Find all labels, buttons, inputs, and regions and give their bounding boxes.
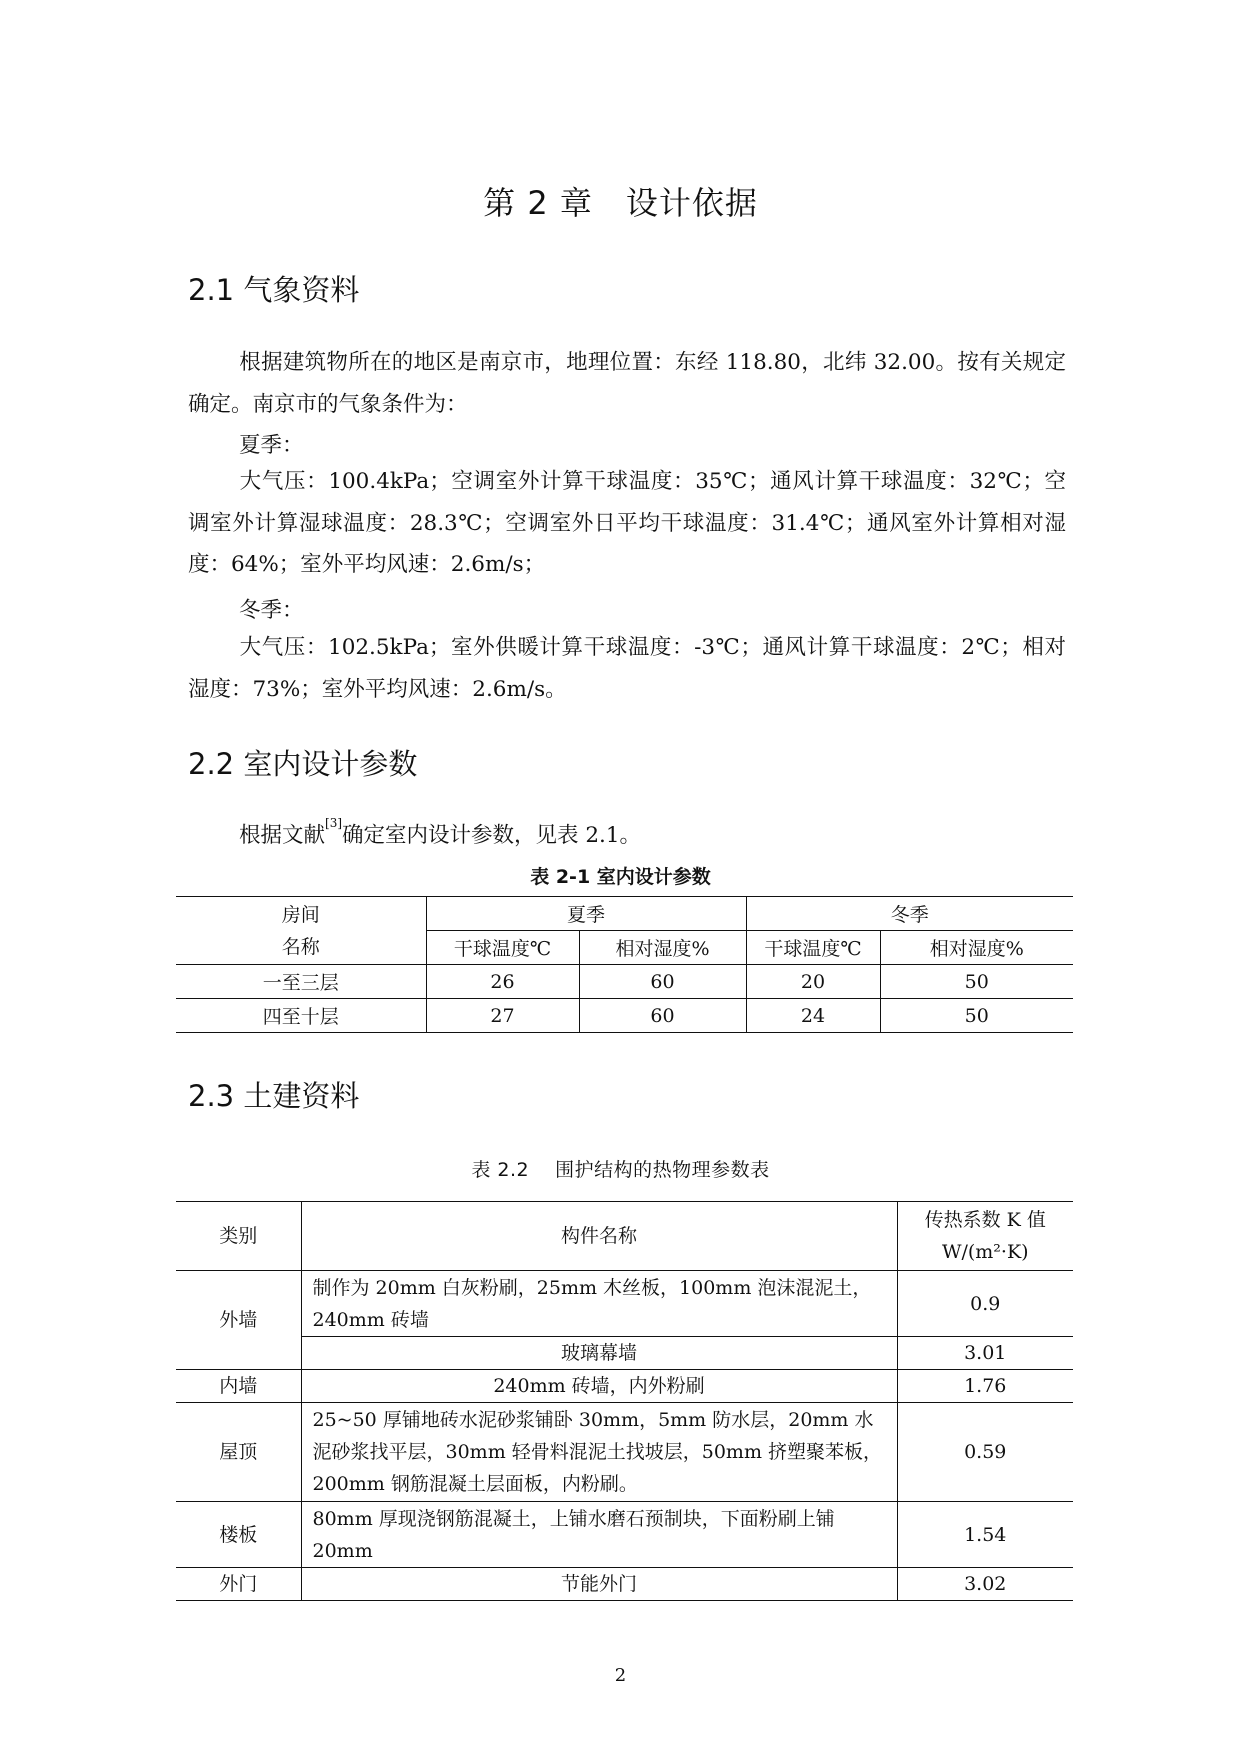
- weather-intro-text: 根据建筑物所在的地区是南京市，地理位置：东经 118.80，北纬 32.00。按有关规定确定。南京市的气象条件为：: [188, 350, 1066, 417]
- cell-k-value: 3.02: [897, 1568, 1073, 1601]
- cell-category: 楼板: [176, 1502, 301, 1568]
- cell-k-value: 1.54: [897, 1502, 1073, 1568]
- header-winter: 冬季: [746, 897, 1073, 931]
- cell-category: 内墙: [176, 1370, 301, 1403]
- cell-summer-rh: 60: [579, 999, 746, 1033]
- winter-text: 大气压：102.5kPa；室外供暖计算干球温度：-3℃；通风计算干球温度：2℃；相对湿度：73%；室外平均风速：2.6m/s。: [188, 635, 1066, 702]
- header-summer-rh: 相对湿度%: [579, 931, 746, 965]
- cell-component: 节能外门: [301, 1568, 897, 1601]
- indoor-params-text-before: 根据文献: [239, 823, 326, 848]
- indoor-params-paragraph: [239, 818, 641, 849]
- header-component: 构件名称: [301, 1202, 897, 1271]
- header-summer-dry: 干球温度℃: [426, 931, 579, 965]
- header-k-value: 传热系数 K 值 W/(m²·K): [897, 1202, 1073, 1271]
- cell-category: 屋顶: [176, 1403, 301, 1502]
- table-row: [176, 1337, 1073, 1370]
- table-row: [176, 1271, 1073, 1337]
- header-summer: 夏季: [426, 897, 746, 931]
- cell-category: 外墙: [176, 1271, 301, 1370]
- cell-category: 外门: [176, 1568, 301, 1601]
- cell-component: 玻璃幕墙: [301, 1337, 897, 1370]
- cell-summer-dry: 26: [426, 965, 579, 999]
- section-heading-2-2: 2.2 室内设计参数: [188, 747, 418, 781]
- table-row: [176, 1403, 1073, 1502]
- cell-room-name: 四至十层: [176, 999, 426, 1033]
- chapter-title: 第 2 章 设计依据: [483, 184, 758, 222]
- cell-k-value: 3.01: [897, 1337, 1073, 1370]
- section-heading-2-1: 2.1 气象资料: [188, 273, 360, 307]
- cell-room-name: 一至三层: [176, 965, 426, 999]
- summer-text: 大气压：100.4kPa；空调室外计算干球温度：35℃；通风计算干球温度：32℃；空调室外计算湿球温度：28.3℃；空调室外日平均干球温度：31.4℃；通风室外计算相对湿度：64%；室外平均风速：2.6m/s；: [188, 469, 1066, 577]
- cell-k-value: 0.9: [897, 1271, 1073, 1337]
- weather-intro-paragraph: [188, 342, 1066, 425]
- cell-winter-dry: 24: [746, 999, 880, 1033]
- indoor-params-text-after: 确定室内设计参数，见表 2.1。: [342, 823, 642, 848]
- envelope-thermal-params-table: [176, 1201, 1073, 1601]
- header-category: 类别: [176, 1202, 301, 1271]
- cell-component: 制作为 20mm 白灰粉刷，25mm 木丝板，100mm 泡沫混泥土，240mm 砖墙: [301, 1271, 897, 1337]
- table-2-caption: 表 2.2 围护结构的热物理参数表: [471, 1159, 770, 1181]
- cell-component: 80mm 厚现浇钢筋混凝土，上铺水磨石预制块，下面粉刷上铺 20mm: [301, 1502, 897, 1568]
- indoor-design-params-table: [176, 896, 1073, 1033]
- table-row: [176, 965, 1073, 999]
- citation-ref: [3]: [325, 816, 343, 830]
- section-heading-2-3: 2.3 土建资料: [188, 1079, 360, 1113]
- header-winter-rh: 相对湿度%: [880, 931, 1073, 965]
- cell-k-value: 0.59: [897, 1403, 1073, 1502]
- summer-paragraph: [188, 461, 1066, 586]
- page-number: 2: [614, 1665, 627, 1686]
- winter-paragraph: [188, 627, 1066, 710]
- header-room-name: 房间 名称: [176, 897, 426, 965]
- table-row: [176, 1370, 1073, 1403]
- cell-winter-rh: 50: [880, 965, 1073, 999]
- cell-winter-rh: 50: [880, 999, 1073, 1033]
- header-winter-dry: 干球温度℃: [746, 931, 880, 965]
- cell-winter-dry: 20: [746, 965, 880, 999]
- table-row: [176, 1502, 1073, 1568]
- cell-component: 240mm 砖墙，内外粉刷: [301, 1370, 897, 1403]
- summer-label: 夏季：: [239, 433, 304, 458]
- cell-k-value: 1.76: [897, 1370, 1073, 1403]
- cell-summer-rh: 60: [579, 965, 746, 999]
- table-1-caption: 表 2-1 室内设计参数: [530, 866, 711, 888]
- table-row: [176, 999, 1073, 1033]
- cell-component: 25~50 厚铺地砖水泥砂浆铺卧 30mm，5mm 防水层，20mm 水泥砂浆找平层，30mm 轻骨料混泥土找坡层，50mm 挤塑聚苯板，200mm 钢筋混凝土层面板，内粉刷。: [301, 1403, 897, 1502]
- cell-summer-dry: 27: [426, 999, 579, 1033]
- table-row: [176, 1568, 1073, 1601]
- winter-label: 冬季：: [239, 598, 304, 623]
